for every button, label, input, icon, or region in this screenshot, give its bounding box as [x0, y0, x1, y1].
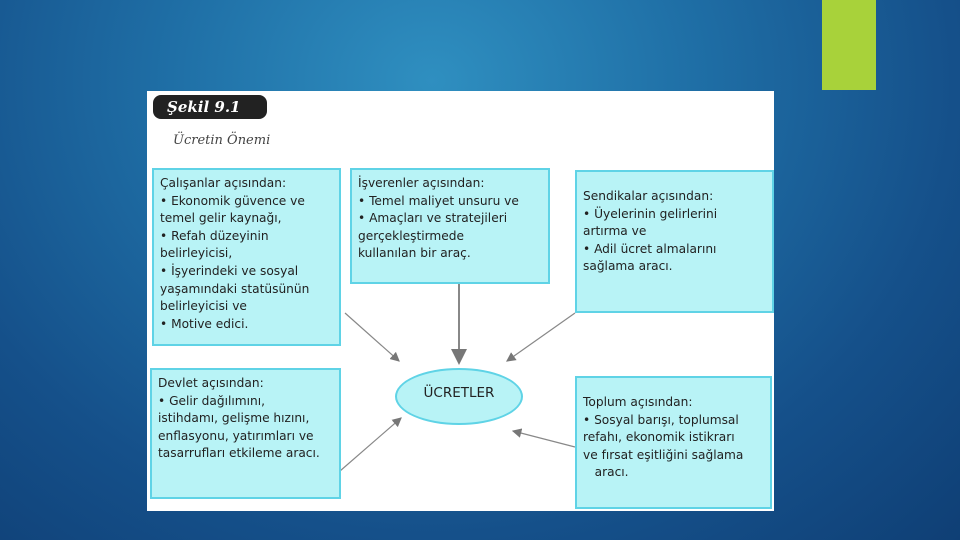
figure-tag: Şekil 9.1: [153, 95, 267, 119]
box-line: istihdamı, gelişme hızını,: [158, 411, 310, 426]
box-line: gerçekleştirmede: [358, 228, 465, 243]
box-line: yaşamındaki statüsünün: [160, 281, 310, 296]
box-line: belirleyicisi ve: [160, 299, 247, 314]
box-line: • Amaçları ve stratejileri: [358, 211, 508, 226]
arrow-calisanlar: [345, 313, 399, 361]
box-line: aracı.: [583, 465, 629, 480]
box-line: • Sosyal barışı, toplumsal: [583, 412, 739, 427]
box-line: • Refah düzeyinin: [160, 228, 269, 243]
box-line: • İşyerindeki ve sosyal: [160, 263, 299, 278]
box-line: enflasyonu, yatırımları ve: [158, 428, 314, 443]
center-ucretler: ÜCRETLER: [395, 368, 523, 425]
box-line: temel gelir kaynağı,: [160, 211, 282, 226]
box-line: tasarrufları etkileme aracı.: [158, 446, 320, 461]
box-heading: Toplum açısından:: [583, 395, 693, 409]
box-line: refahı, ekonomik istikrarı: [583, 430, 735, 445]
box-calisanlar: [152, 168, 341, 346]
box-line: sağlama aracı.: [583, 259, 673, 274]
box-isverenler: [350, 168, 550, 284]
accent-bar: [822, 0, 876, 90]
box-line: • Üyelerinin gelirlerini: [583, 206, 718, 221]
arrow-toplum: [513, 431, 575, 447]
figure-subtitle: Ücretin Önemi: [173, 133, 271, 148]
box-line: belirleyicisi,: [160, 246, 233, 261]
box-line: • Ekonomik güvence ve: [160, 193, 305, 208]
box-line: kullanılan bir araç.: [358, 246, 471, 261]
box-toplum: [575, 376, 772, 509]
box-heading: Çalışanlar açısından:: [160, 176, 287, 190]
arrow-sendikalar: [507, 313, 575, 361]
arrow-devlet: [340, 418, 401, 471]
box-line: artırma ve: [583, 224, 647, 239]
box-sendikalar: [575, 170, 774, 313]
box-line: • Temel maliyet unsuru ve: [358, 193, 519, 208]
box-line: • Motive edici.: [160, 316, 249, 331]
figure-ucretin-onemi: [147, 91, 774, 511]
box-heading: İşverenler açısından:: [358, 176, 485, 190]
box-heading: Sendikalar açısından:: [583, 189, 714, 203]
box-heading: Devlet açısından:: [158, 376, 264, 390]
box-devlet: [150, 368, 341, 499]
box-line: • Gelir dağılımını,: [158, 393, 266, 408]
box-line: ve fırsat eşitliğini sağlama: [583, 447, 744, 462]
box-line: • Adil ücret almalarını: [583, 241, 717, 256]
